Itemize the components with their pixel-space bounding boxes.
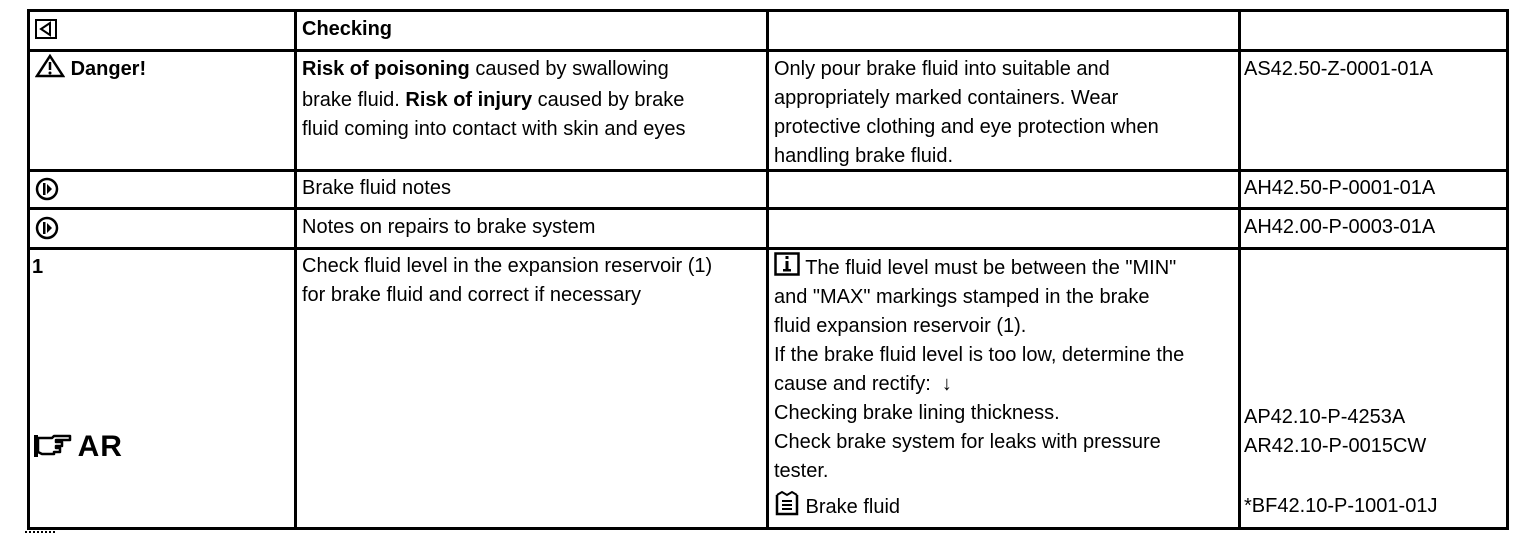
row-divider (30, 247, 1506, 250)
back-icon-cell (35, 14, 57, 43)
check-leaks-text: tester. (774, 460, 829, 482)
cause-line: cause and rectify: (774, 373, 931, 395)
info-line: and "MAX" markings stamped in the brake (774, 286, 1150, 308)
back-triangle-icon[interactable] (35, 19, 57, 39)
danger-label-cell (35, 54, 146, 84)
risk-injury-text: caused by brake (532, 89, 685, 111)
check-leaks-text: Check brake system for leaks with pressure (774, 431, 1161, 453)
footer-mark (25, 527, 55, 533)
check-lining-text: Checking brake lining thickness. (774, 402, 1060, 424)
note-circle-icon (35, 177, 59, 201)
row-divider (30, 207, 1506, 210)
note-brake-system-repairs: Notes on repairs to brake system (302, 216, 596, 238)
danger-risk-text (302, 55, 686, 144)
action-line: Check fluid level in the expansion reservoir (1) (302, 255, 713, 277)
warning-triangle-icon (35, 54, 65, 78)
danger-label: Danger! (70, 58, 147, 80)
risk-poisoning-text: caused by swallowing (469, 58, 669, 80)
info-box-icon (774, 252, 800, 276)
procedure-table (27, 9, 1509, 530)
column-divider (1238, 12, 1241, 527)
note-brake-fluid: Brake fluid notes (302, 177, 451, 199)
note1-doc-ref[interactable]: AH42.50-P-0001-01A (1244, 177, 1436, 199)
ar-label: AR (77, 430, 123, 463)
row-divider (30, 169, 1506, 172)
fluid-container-icon (774, 490, 800, 516)
danger-doc-ref[interactable]: AS42.50-Z-0001-01A (1244, 58, 1434, 80)
note-icon-cell (35, 174, 59, 203)
measure-line: Only pour brake fluid into suitable and (774, 58, 1110, 80)
note-icon-cell (35, 213, 59, 242)
down-arrow-icon[interactable]: ↓ (941, 373, 952, 395)
step-doc-ref[interactable]: *BF42.10-P-1001-01J (1244, 495, 1438, 517)
info-line: fluid expansion reservoir (1). (774, 315, 1027, 337)
ar-reference-cell (32, 430, 123, 465)
step-notes (774, 252, 1184, 522)
column-divider (294, 12, 297, 527)
page-title: Checking (302, 18, 393, 40)
column-divider (766, 12, 769, 527)
danger-measure-text (774, 55, 1159, 171)
action-line: for brake fluid and correct if necessary (302, 284, 642, 306)
fluid-label: Brake fluid (800, 496, 901, 518)
risk-injury-bold: Risk of injury (405, 89, 533, 111)
cause-line: If the brake fluid level is too low, determine the (774, 344, 1185, 366)
risk-line2-text: brake fluid. (302, 89, 406, 111)
step-number: 1 (32, 256, 44, 278)
info-line: The fluid level must be between the "MIN" (800, 257, 1177, 279)
note2-doc-ref[interactable]: AH42.00-P-0003-01A (1244, 216, 1436, 238)
risk-line3-text: fluid coming into contact with skin and eyes (302, 118, 686, 140)
note-circle-icon (35, 216, 59, 240)
step-doc-ref[interactable]: AP42.10-P-4253A (1244, 406, 1406, 428)
step-action-text (302, 252, 712, 310)
step-doc-ref[interactable]: AR42.10-P-0015CW (1244, 435, 1427, 457)
measure-line: protective clothing and eye protection when (774, 116, 1159, 138)
pointing-hand-icon (32, 430, 72, 460)
measure-line: handling brake fluid. (774, 145, 954, 167)
measure-line: appropriately marked containers. Wear (774, 87, 1119, 109)
row-divider (30, 49, 1506, 52)
risk-poisoning-bold: Risk of poisoning (302, 58, 470, 80)
